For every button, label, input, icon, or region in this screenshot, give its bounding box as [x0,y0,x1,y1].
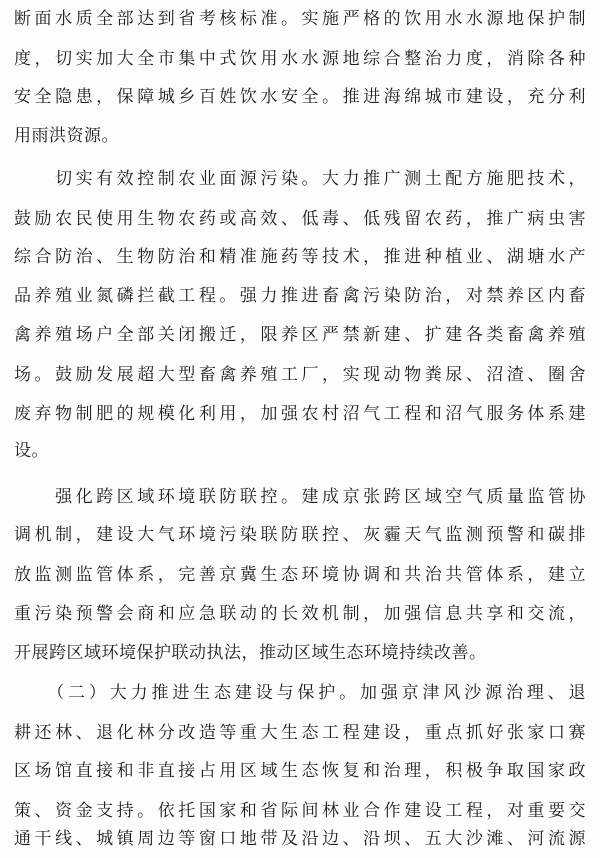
text-line: 耕还林、退化林分改造等重大生态工程建设，重点抓好张家口赛 [14,723,586,743]
text-line: 度，切实加大全市集中式饮用水水源地综合整治力度，消除各种 [14,49,586,69]
text-line: 通干线、城镇周边等窗口地带及沿边、沿坝、五大沙滩、河流源 [14,829,586,849]
text-line: 开展跨区域环境保护联动执法，推动区域生态环境持续改善。 [14,643,487,663]
text-line: 废弃物制肥的规模化利用，加强农村沼气工程和沼气服务体系建 [14,404,586,424]
text-line: 切实有效控制农业面源污染。大力推广测土配方施肥技术， [14,169,586,189]
text-line: 调机制，建设大气环境污染联防联控、灰霾天气监测预警和碳排 [14,525,586,545]
text-line: （二）大力推进生态建设与保护。加强京津风沙源治理、退 [14,683,586,703]
text-line: 品养殖业氮磷拦截工程。强力推进畜禽污染防治，对禁养区内畜 [14,286,586,306]
text-line: 区场馆直接和非直接占用区域生态恢复和治理，积极争取国家政 [14,761,586,781]
text-line: 鼓励农民使用生物农药或高效、低毒、低残留农药，推广病虫害 [14,209,586,229]
text-line: 策、资金支持。依托国家和省际间林业合作建设工程，对重要交 [14,801,586,821]
text-line: 放监测监管体系，完善京冀生态环境协调和共治共管体系，建立 [14,565,586,585]
text-line: 安全隐患，保障城乡百姓饮水安全。推进海绵城市建设，充分利 [14,87,586,107]
text-line: 设。 [14,441,49,461]
text-line: 禽养殖场户全部关闭搬迁，限养区严禁新建、扩建各类畜禽养殖 [14,325,586,345]
text-line: 重污染预警会商和应急联动的长效机制，加强信息共享和交流， [14,604,586,624]
text-line: 断面水质全部达到省考核标准。实施严格的饮用水水源地保护制 [14,9,586,29]
text-line: 强化跨区域环境联防联控。建成京张跨区域空气质量监管协 [14,487,586,507]
text-line: 综合防治、生物防治和精准施药等技术，推进种植业、湖塘水产 [14,247,586,267]
text-line: 用雨洪资源。 [14,126,119,146]
text-line: 场。鼓励发展超大型畜禽养殖工厂，实现动物粪尿、沼渣、圈舍 [14,365,586,385]
